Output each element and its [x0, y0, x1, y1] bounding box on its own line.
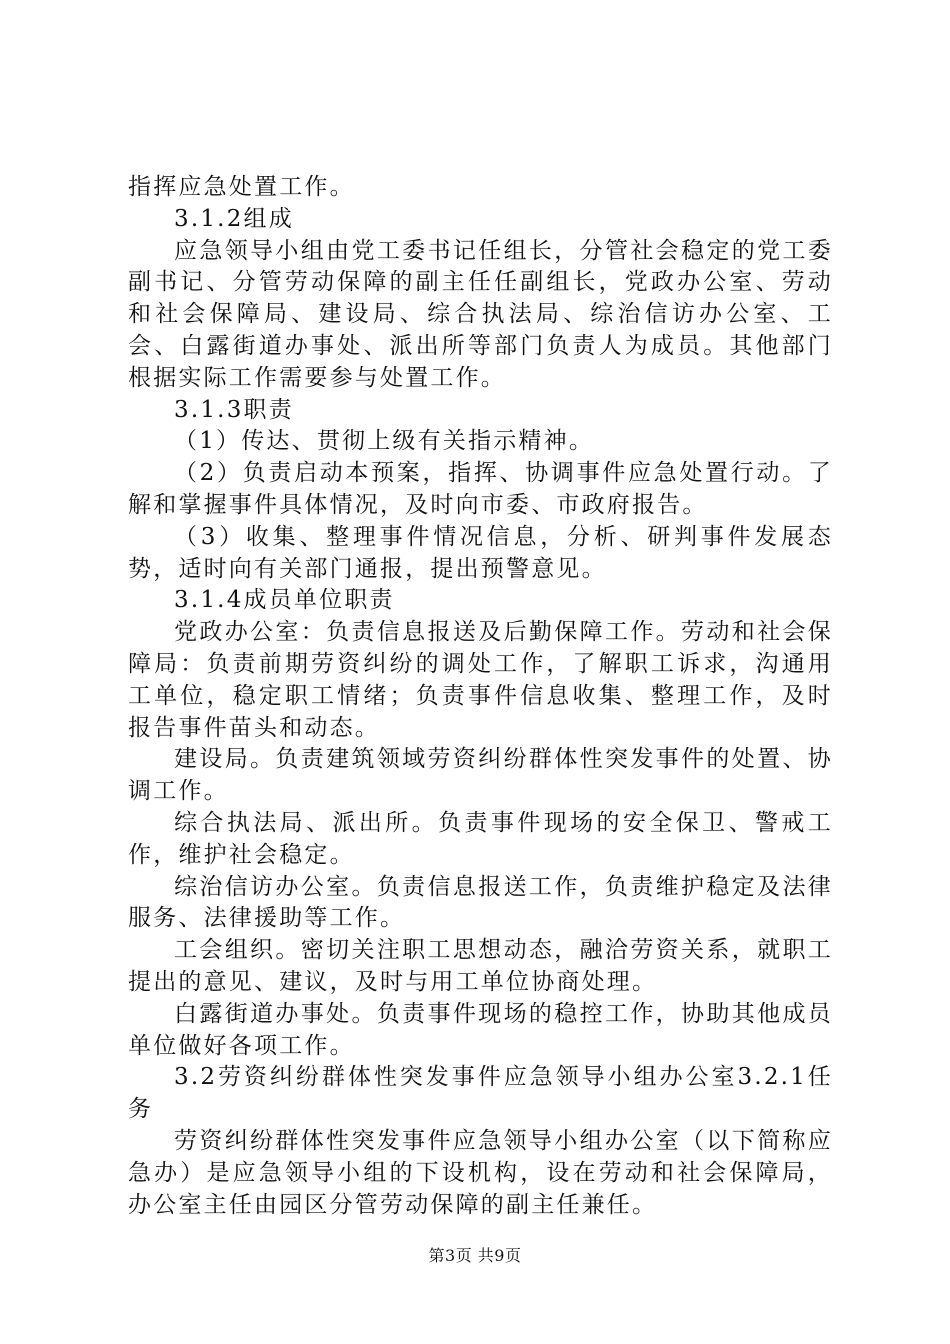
page-number-footer: 第3页 共9页 [428, 1246, 522, 1265]
paragraph-law-enforcement: 综合执法局、派出所。负责事件现场的安全保卫、警戒工作，维护社会稳定。 [128, 809, 833, 868]
paragraph-emergency-office: 劳资纠纷群体性突发事件应急领导小组办公室（以下简称应急办）是应急领导小组的下设机构，设在劳动和社会保障局，办公室主任由园区分管劳动保障的副主任兼任。 [128, 1127, 833, 1218]
paragraph-party-office: 党政办公室：负责信息报送及后勤保障工作。劳动和社会保障局：负责前期劳资纠纷的调处工作，了解职工诉求，沟通用工单位，稳定职工情绪；负责事件信息收集、整理工作，及时报告事件苗头和动态。 [128, 619, 833, 741]
paragraph-composition: 应急领导小组由党工委书记任组长，分管社会稳定的党工委副书记、分管劳动保障的副主任任副组长，党政办公室、劳动和社会保障局、建设局、综合执法局、综治信访办公室、工会、白露街道办事处、派出所等部门负责人为成员。其他部门根据实际工作需要参与处置工作。 [128, 237, 833, 391]
section-heading-3-1-2: 3.1.2组成 [174, 205, 294, 232]
paragraph-duty-1: （1）传达、贯彻上级有关指示精神。 [174, 428, 595, 455]
section-heading-3-2: 3.2劳资纠纷群体性突发事件应急领导小组办公室3.2.1任务 [128, 1064, 833, 1123]
section-heading-3-1-3: 3.1.3职责 [174, 396, 294, 423]
paragraph-petition-office: 综治信访办公室。负责信息报送工作，负责维护稳定及法律服务、法律援助等工作。 [128, 873, 833, 932]
paragraph-duty-3: （3）收集、整理事件情况信息，分析、研判事件发展态势，适时向有关部门通报，提出预警意见。 [128, 523, 833, 582]
paragraph-bailu-street-office: 白露街道办事处。负责事件现场的稳控工作，协助其他成员单位做好各项工作。 [128, 1000, 833, 1059]
paragraph-continuation: 指挥应急处置工作。 [128, 174, 355, 200]
paragraph-construction-bureau: 建设局。负责建筑领域劳资纠纷群体性突发事件的处置、协调工作。 [128, 746, 833, 805]
paragraph-duty-2: （2）负责启动本预案，指挥、协调事件应急处置行动。了解和掌握事件具体情况，及时向市委、市政府报告。 [128, 460, 833, 518]
document-body [128, 172, 833, 1221]
section-heading-3-1-4: 3.1.4成员单位职责 [174, 587, 395, 614]
paragraph-union: 工会组织。密切关注职工思想动态，融洽劳资关系，就职工提出的意见、建议，及时与用工单位协商处理。 [128, 937, 833, 995]
